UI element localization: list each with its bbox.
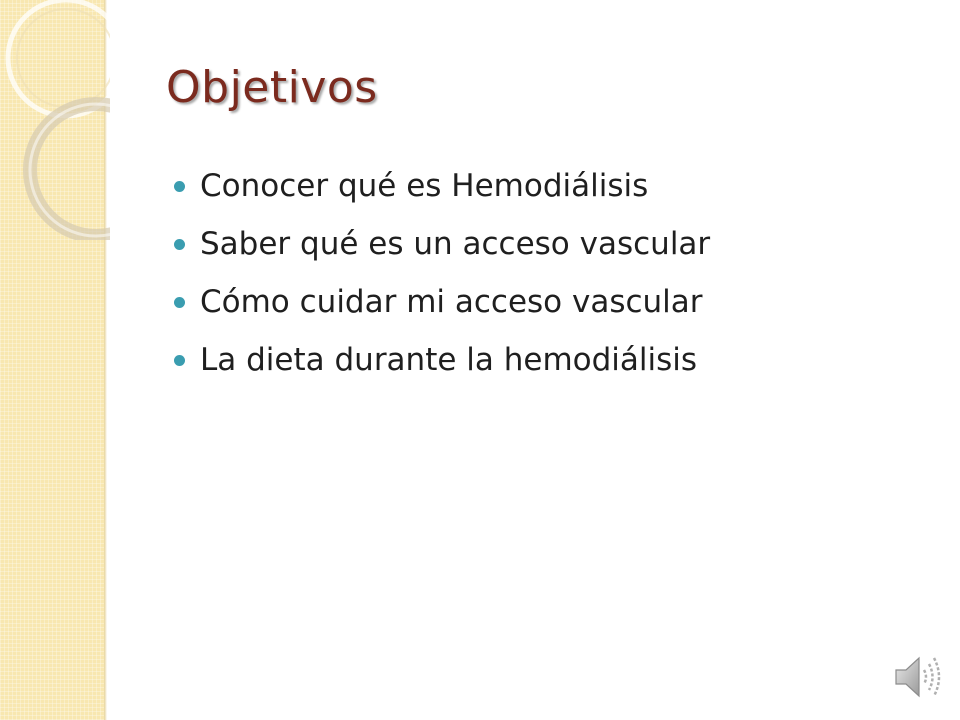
bullet-text: La dieta durante la hemodiálisis — [200, 342, 698, 378]
list-item — [170, 220, 710, 278]
bullet-text: Cómo cuidar mi acceso vascular — [200, 284, 703, 320]
list-item — [170, 278, 710, 336]
bullet-text: Saber qué es un acceso vascular — [200, 226, 711, 262]
list-item — [170, 336, 710, 394]
list-item — [170, 162, 710, 220]
bullet-dot-icon — [174, 181, 185, 192]
bullet-dot-icon — [174, 355, 185, 366]
bullet-text: Conocer qué es Hemodiálisis — [200, 168, 649, 204]
decorative-rings — [0, 0, 110, 240]
bullet-dot-icon — [174, 239, 185, 250]
bullet-list — [170, 162, 710, 394]
speaker-icon[interactable] — [893, 651, 945, 703]
bullet-dot-icon — [174, 297, 185, 308]
slide-title: Objetivos — [166, 62, 378, 113]
